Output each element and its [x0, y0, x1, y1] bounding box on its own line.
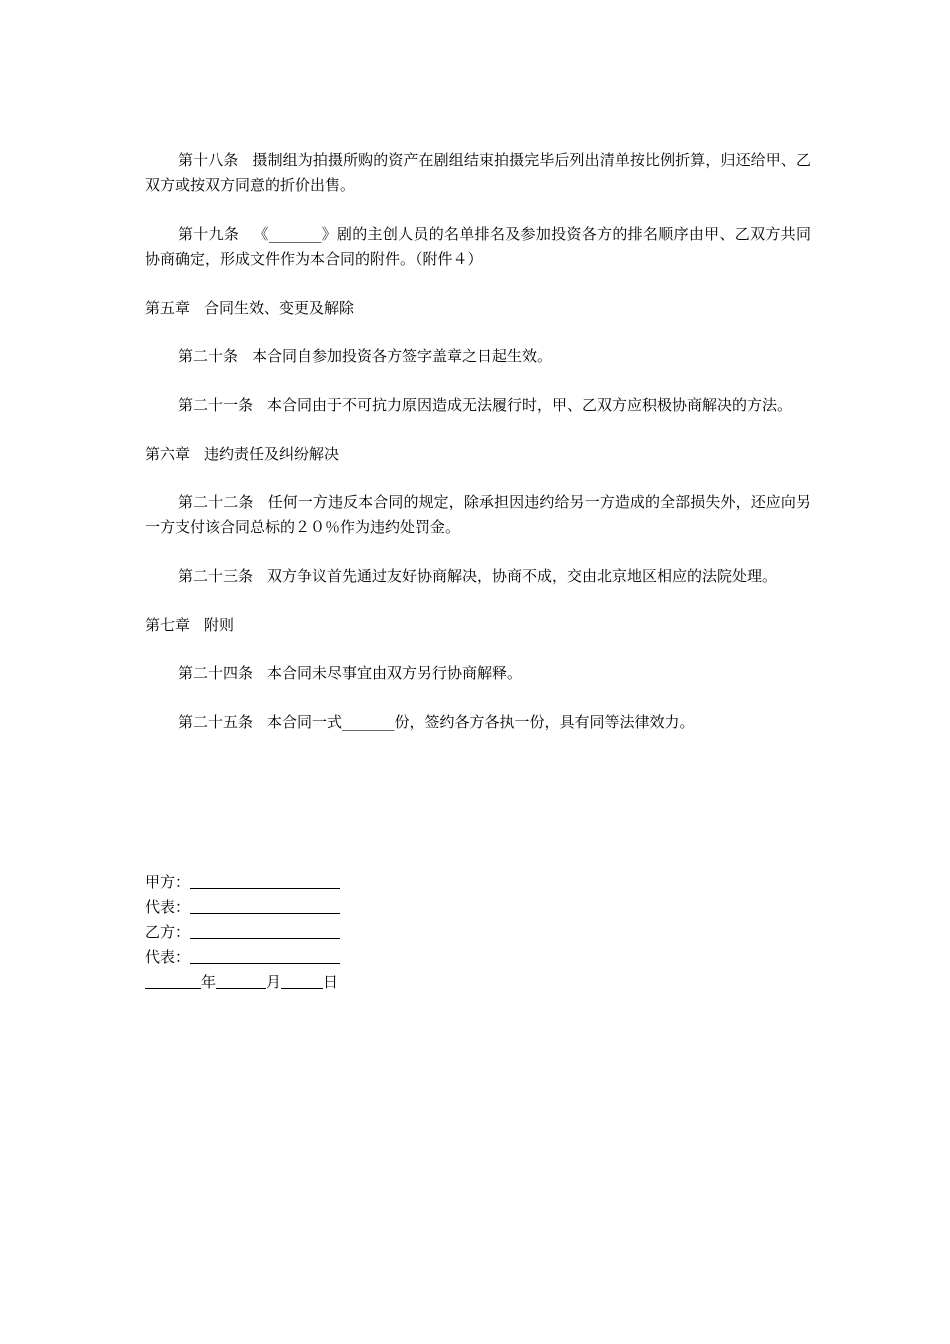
article-19: [145, 222, 811, 272]
article-text: 《_______》剧的主创人员的名单排名及参加投资各方的排名顺序由甲、乙双方共同协商确定，形成文件作为本合同的附件。（附件４）: [145, 225, 811, 268]
party-b-blank: [190, 923, 340, 939]
article-22: [145, 490, 811, 540]
rep-b-label: 代表：: [145, 948, 191, 966]
article-20: [145, 344, 811, 369]
chapter-7-heading: [145, 613, 811, 638]
article-18: [145, 148, 811, 198]
article-text: 双方争议首先通过友好协商解决，协商不成，交由北京地区相应的法院处理。: [267, 567, 778, 585]
year-blank: [145, 973, 201, 989]
party-a-blank: [190, 873, 340, 889]
article-21: [145, 393, 811, 418]
article-label: 第二十二条: [178, 493, 254, 511]
rep-a-label: 代表：: [145, 898, 191, 916]
rep-b-blank: [190, 948, 340, 964]
signature-block: [145, 870, 340, 995]
party-a-label: 甲方：: [145, 873, 191, 891]
article-label: 第十八条: [178, 151, 239, 169]
party-a-line: [145, 870, 340, 895]
rep-a-blank: [190, 898, 340, 914]
month-blank: [216, 973, 266, 989]
article-text: 任何一方违反本合同的规定，除承担因违约给另一方造成的全部损失外，还应向另一方支付该合同总标的２０％作为违约处罚金。: [145, 493, 811, 536]
day-blank: [281, 973, 323, 989]
article-text: 本合同未尽事宜由双方另行协商解释。: [267, 664, 523, 682]
article-text: 本合同一式_______份，签约各方各执一份，具有同等法律效力。: [267, 713, 695, 731]
article-25: [145, 710, 811, 735]
article-23: [145, 564, 811, 589]
party-b-line: [145, 920, 340, 945]
rep-b-line: [145, 945, 340, 970]
article-label: 第二十条: [178, 347, 239, 365]
article-label: 第二十四条: [178, 664, 254, 682]
month-label: 月: [266, 973, 282, 991]
party-b-label: 乙方：: [145, 923, 191, 941]
date-line: [145, 970, 340, 995]
chapter-6-heading: [145, 442, 811, 467]
chapter-label: 第五章: [145, 299, 191, 317]
day-label: 日: [323, 973, 339, 991]
article-label: 第二十三条: [178, 567, 254, 585]
chapter-title: 合同生效、变更及解除: [204, 299, 355, 317]
document-body: [145, 148, 811, 759]
article-label: 第二十五条: [178, 713, 254, 731]
year-label: 年: [201, 973, 217, 991]
article-label: 第十九条: [178, 225, 240, 243]
article-text: 摄制组为拍摄所购的资产在剧组结束拍摄完毕后列出清单按比例折算，归还给甲、乙双方或按双方同意的折价出售。: [145, 151, 811, 194]
article-text: 本合同由于不可抗力原因造成无法履行时，甲、乙双方应积极协商解决的方法。: [267, 396, 793, 414]
article-text: 本合同自参加投资各方签字盖章之日起生效。: [252, 347, 553, 365]
rep-a-line: [145, 895, 340, 920]
article-24: [145, 661, 811, 686]
chapter-title: 违约责任及纠纷解决: [204, 445, 340, 463]
article-label: 第二十一条: [178, 396, 254, 414]
chapter-title: 附则: [204, 616, 235, 634]
chapter-5-heading: [145, 296, 811, 321]
chapter-label: 第七章: [145, 616, 191, 634]
chapter-label: 第六章: [145, 445, 191, 463]
